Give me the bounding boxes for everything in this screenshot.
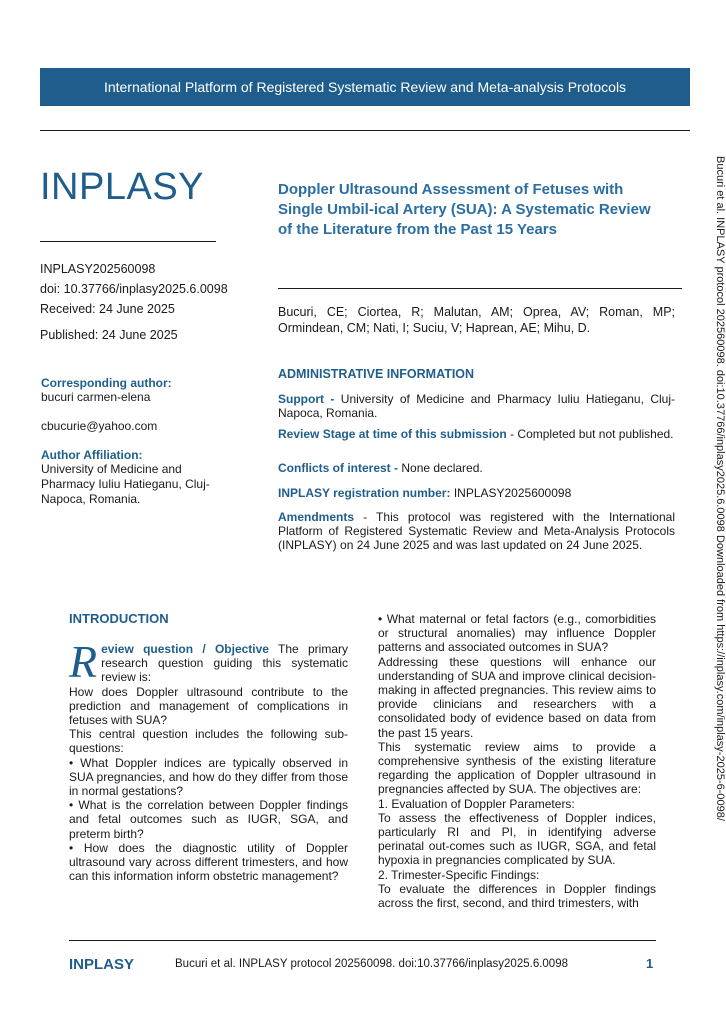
right-para: To assess the effectiveness of Doppler indices, particularly RI and PI, in identifying adverse perinatal out-comes such as IUGR, SGA, and fetal hypoxia in pregnancies complicated by SUA. — [378, 810, 656, 868]
footer-divider — [69, 940, 656, 941]
review-question-text: The primary research question guiding this systematic review is: — [101, 642, 348, 685]
paper-title: Doppler Ultrasound Assessment of Fetuses with Single Umbil-ical Artery (SUA): A Systematic Review of the Literature from the Past 15 Years — [278, 181, 651, 238]
admin-conflicts — [278, 461, 675, 475]
right-para: 1. Evaluation of Doppler Parameters: — [378, 796, 575, 811]
affiliation-section — [41, 448, 221, 507]
right-para: • What maternal or fetal factors (e.g., comorbidities or structural anomalies) may influence Doppler patterns and associated outcomes in SUA? — [378, 612, 656, 655]
right-para: This systematic review aims to provide a comprehensive synthesis of the existing literature regarding the application of Doppler ultrasound in pregnancies affected by SUA. The objectives are: — [378, 739, 656, 797]
left-para: • What Doppler indices are typically observed in SUA pregnancies, and how do they differ from those in normal gestations? — [69, 755, 348, 799]
intro-right-column — [378, 612, 656, 910]
admin-review-stage — [278, 427, 675, 441]
support-label: Support - — [278, 392, 335, 406]
protocol-id: INPLASY202560098 — [40, 262, 156, 276]
brand-divider — [40, 241, 216, 242]
registration-text: INPLASY2025600098 — [450, 486, 572, 500]
right-para: To evaluate the differences in Doppler findings across the first, second, and third trimesters, with — [378, 881, 656, 911]
header-banner — [40, 68, 690, 106]
intro-heading: INTRODUCTION — [69, 611, 169, 626]
left-para: • How does the diagnostic utility of Doppler ultrasound vary across different trimesters, and how can this information inform obstetric management? — [69, 840, 348, 884]
stage-label: Review Stage at time of this submission — [278, 427, 507, 441]
conflicts-text: None declared. — [398, 461, 483, 475]
left-para: How does Doppler ultrasound contribute to the prediction and management of complications in fetuses with SUA? — [69, 684, 348, 728]
admin-heading: ADMINISTRATIVE INFORMATION — [278, 367, 475, 381]
registration-label: INPLASY registration number: — [278, 486, 451, 500]
banner-text: International Platform of Registered Systematic Review and Meta-analysis Protocols — [103, 79, 627, 95]
drop-cap: R — [69, 636, 98, 687]
top-divider — [40, 130, 690, 131]
review-question-para — [69, 636, 348, 687]
support-text: University of Medicine and Pharmacy Iuliu Hatieganu, Cluj-Napoca, Romania. — [278, 392, 675, 420]
received-date: Received: 24 June 2025 — [40, 302, 175, 316]
footer-citation: Bucuri et al. INPLASY protocol 202560098. doi:10.37766/inplasy2025.6.0098 — [175, 958, 568, 970]
title-divider — [278, 288, 682, 289]
conflicts-label: Conflicts of interest - — [278, 461, 399, 475]
corresponding-label: Corresponding author: — [41, 376, 172, 390]
stage-text: - Completed but not published. — [506, 427, 674, 441]
affiliation-label: Author Affiliation: — [41, 448, 143, 462]
left-para: This central question includes the following sub-questions: — [69, 727, 348, 756]
amendments-text: - This protocol was registered with the International Platform of Registered Systematic Review and Meta-Analysis Protocols (INPLASY) on 24 June 2025 and was last updated on 24 June 2025. — [278, 510, 675, 552]
amendments-label: Amendments — [278, 510, 355, 524]
review-question-label: eview question / Objective — [101, 642, 269, 656]
admin-registration — [278, 486, 675, 500]
author-list: Bucuri, CE; Ciortea, R; Malutan, AM; Oprea, AV; Roman, MP; Ormindean, CM; Nati, I; Suciu, V; Haprean, AE; Mihu, D. — [278, 305, 675, 335]
admin-support — [278, 392, 675, 420]
right-para: Addressing these questions will enhance our understanding of SUA and improve clinical decision-making in affected pregnancies. This review aims to provide clinicians and researchers with a consolidated body of evidence based on data from the past 15 years. — [378, 654, 656, 740]
brand-logo: INPLASY — [40, 166, 205, 208]
corresponding-name: bucuri carmen-elena — [41, 390, 151, 404]
corresponding-email[interactable]: cbucurie@yahoo.com — [41, 419, 158, 433]
doi: doi: 10.37766/inplasy2025.6.0098 — [40, 282, 228, 296]
left-para: • What is the correlation between Doppler findings and fetal outcomes such as IUGR, SGA, and preterm birth? — [69, 798, 348, 841]
download-note: Bucuri et al. INPLASY protocol 202560098. doi:10.37766/inplasy2025.6.0098 Downloaded from https://inplasy.com/inplasy-2025-6-0098/ — [714, 156, 726, 821]
intro-left-column — [69, 636, 348, 884]
published-date: Published: 24 June 2025 — [40, 328, 178, 342]
footer-brand: INPLASY — [69, 956, 135, 973]
right-para: 2. Trimester-Specific Findings: — [378, 867, 540, 882]
page-number: 1 — [646, 956, 654, 971]
admin-amendments — [278, 510, 675, 552]
corresponding-section — [41, 376, 221, 405]
affiliation-text: University of Medicine and Pharmacy Iuliu Hatieganu, Cluj-Napoca, Romania. — [41, 462, 210, 506]
